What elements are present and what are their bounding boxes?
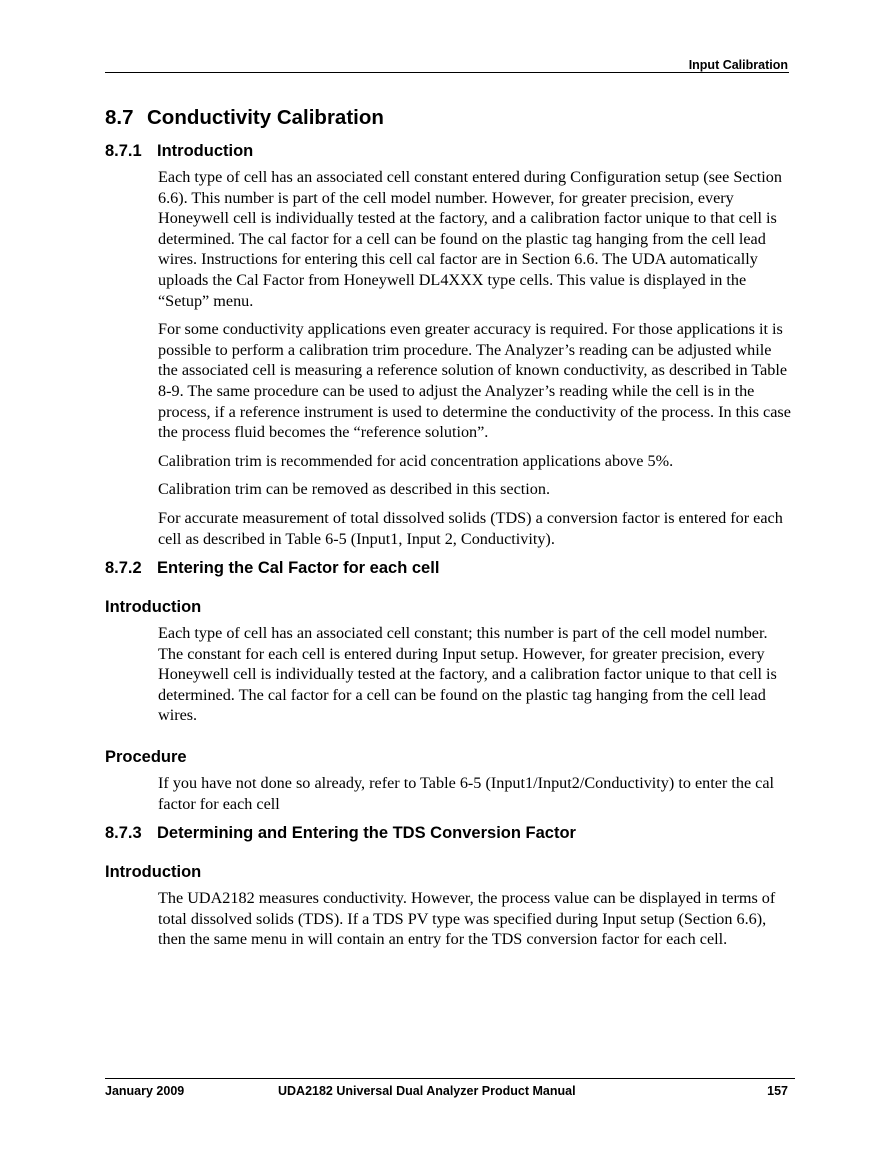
- paragraph: If you have not done so already, refer to Table 6-5 (Input1/Input2/Conductivity) to enter the cal factor for each cell: [158, 774, 775, 813]
- footer-date: January 2009: [105, 1084, 185, 1098]
- subsection-title: Introduction: [157, 142, 254, 160]
- block-heading: Procedure: [105, 748, 187, 767]
- paragraph: Each type of cell has an associated cell constant; this number is part of the cell model number. The constant for each cell is entered during Input setup. However, for greater precision, every Honeywell cell is individually tested at the factory, and a calibration factor unique to that cell is determined. The cal factor for a cell can be found on the plastic tag hanging from the cell lead wires.: [158, 624, 777, 725]
- paragraph: For some conductivity applications even greater accuracy is required. For those applications it is possible to perform a calibration trim procedure. The Analyzer’s reading can be adjusted while the associated cell is measuring a reference solution of known conductivity, as described in Table 8-9. The same procedure can be used to adjust the Analyzer’s reading while the cell is in the process, if a reference instrument is used to determine the conductivity of the process. In this case the process fluid becomes the “reference solution”.: [158, 320, 791, 442]
- subsection-heading-8-7-3: [105, 822, 795, 844]
- block-heading: Introduction: [105, 863, 202, 882]
- subsection-heading-8-7-2: [105, 557, 795, 579]
- paragraph: Calibration trim is recommended for acid concentration applications above 5%.: [158, 451, 674, 470]
- header-rule: [105, 72, 789, 73]
- running-header: Input Calibration: [688, 58, 788, 72]
- footer-manual-title: UDA2182 Universal Dual Analyzer Product Manual: [278, 1084, 576, 1098]
- page-number: 157: [767, 1084, 788, 1098]
- section-title: Conductivity Calibration: [147, 106, 384, 129]
- subsection-heading-8-7-1: [105, 140, 795, 162]
- subsection-number: 8.7.2: [105, 559, 142, 578]
- subsection-title: Determining and Entering the TDS Conversion Factor: [157, 824, 576, 843]
- paragraph: The UDA2182 measures conductivity. However, the process value can be displayed in terms of total dissolved solids (TDS). If a TDS PV type was specified during Input setup (Section 6.6), then the same menu in will contain an entry for the TDS conversion factor for each cell.: [158, 889, 776, 949]
- paragraph: Each type of cell has an associated cell constant entered during Configuration setup (see Section 6.6). This number is part of the cell model number. However, for greater precision, every Honeywell cell is individually tested at the factory, and a calibration factor unique to that cell is determined. The cal factor for a cell can be found on the plastic tag hanging from the cell lead wires. Instructions for entering this cell cal factor are in Section 6.6. The UDA automatically uploads the Cal Factor from Honeywell DL4XXX type cells. This value is displayed in the “Setup” menu.: [158, 168, 782, 310]
- paragraph: Calibration trim can be removed as described in this section.: [158, 480, 550, 499]
- block-heading: Introduction: [105, 598, 202, 617]
- paragraph: For accurate measurement of total dissolved solids (TDS) a conversion factor is entered for each cell as described in Table 6-5 (Input1, Input 2, Conductivity).: [158, 508, 783, 548]
- page-content: [105, 104, 795, 958]
- section-number: 8.7: [105, 106, 134, 129]
- footer-rule: [105, 1078, 795, 1079]
- subsection-number: 8.7.3: [105, 824, 142, 843]
- subsection-number: 8.7.1: [105, 142, 142, 160]
- section-heading: [105, 104, 795, 132]
- subsection-title: Entering the Cal Factor for each cell: [157, 559, 440, 578]
